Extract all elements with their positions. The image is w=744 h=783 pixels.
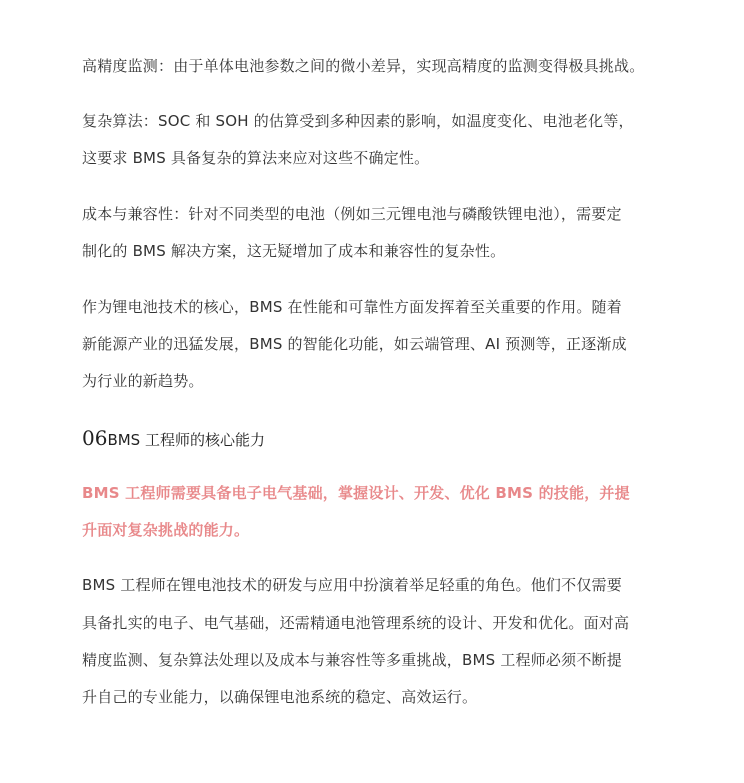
paragraph-bms-core-line-1: 作为锂电池技术的核心，BMS 在性能和可靠性方面发挥着至关重要的作用。随着 [82, 298, 622, 316]
paragraph-complex-algorithm-line-1: 复杂算法：SOC 和 SOH 的估算受到多种因素的影响，如温度变化、电池老化等， [82, 112, 634, 130]
section-title: BMS 工程师的核心能力 [107, 431, 265, 449]
paragraph-bms-core-line-2: 新能源产业的迅猛发展，BMS 的智能化功能，如云端管理、AI 预测等，正逐渐成 [82, 335, 627, 353]
paragraph-engineer-role-line-1: BMS 工程师在锂电池技术的研发与应用中扮演着举足轻重的角色。他们不仅需要 [82, 576, 622, 594]
highlight-summary-line-1: BMS 工程师需要具备电子电气基础，掌握设计、开发、优化 BMS 的技能，并提 [82, 484, 630, 502]
highlight-summary-line-2: 升面对复杂挑战的能力。 [82, 521, 250, 539]
paragraph-cost-compatibility-line-2: 制化的 BMS 解决方案，这无疑增加了成本和兼容性的复杂性。 [82, 242, 506, 260]
paragraph-precision-monitoring: 高精度监测：由于单体电池参数之间的微小差异，实现高精度的监测变得极具挑战。 [82, 57, 645, 75]
paragraph-complex-algorithm-line-2: 这要求 BMS 具备复杂的算法来应对这些不确定性。 [82, 149, 430, 167]
paragraph-bms-core-line-3: 为行业的新趋势。 [82, 372, 204, 390]
section-number: 06 [82, 426, 108, 450]
paragraph-engineer-role-line-4: 升自己的专业能力，以确保锂电池系统的稳定、高效运行。 [82, 688, 478, 706]
paragraph-engineer-role-line-2: 具备扎实的电子、电气基础，还需精通电池管理系统的设计、开发和优化。面对高 [82, 614, 630, 632]
paragraph-engineer-role-line-3: 精度监测、复杂算法处理以及成本与兼容性等多重挑战，BMS 工程师必须不断提 [82, 651, 622, 669]
section-heading [82, 427, 265, 451]
paragraph-cost-compatibility-line-1: 成本与兼容性：针对不同类型的电池（例如三元锂电池与磷酸铁锂电池），需要定 [82, 205, 622, 223]
